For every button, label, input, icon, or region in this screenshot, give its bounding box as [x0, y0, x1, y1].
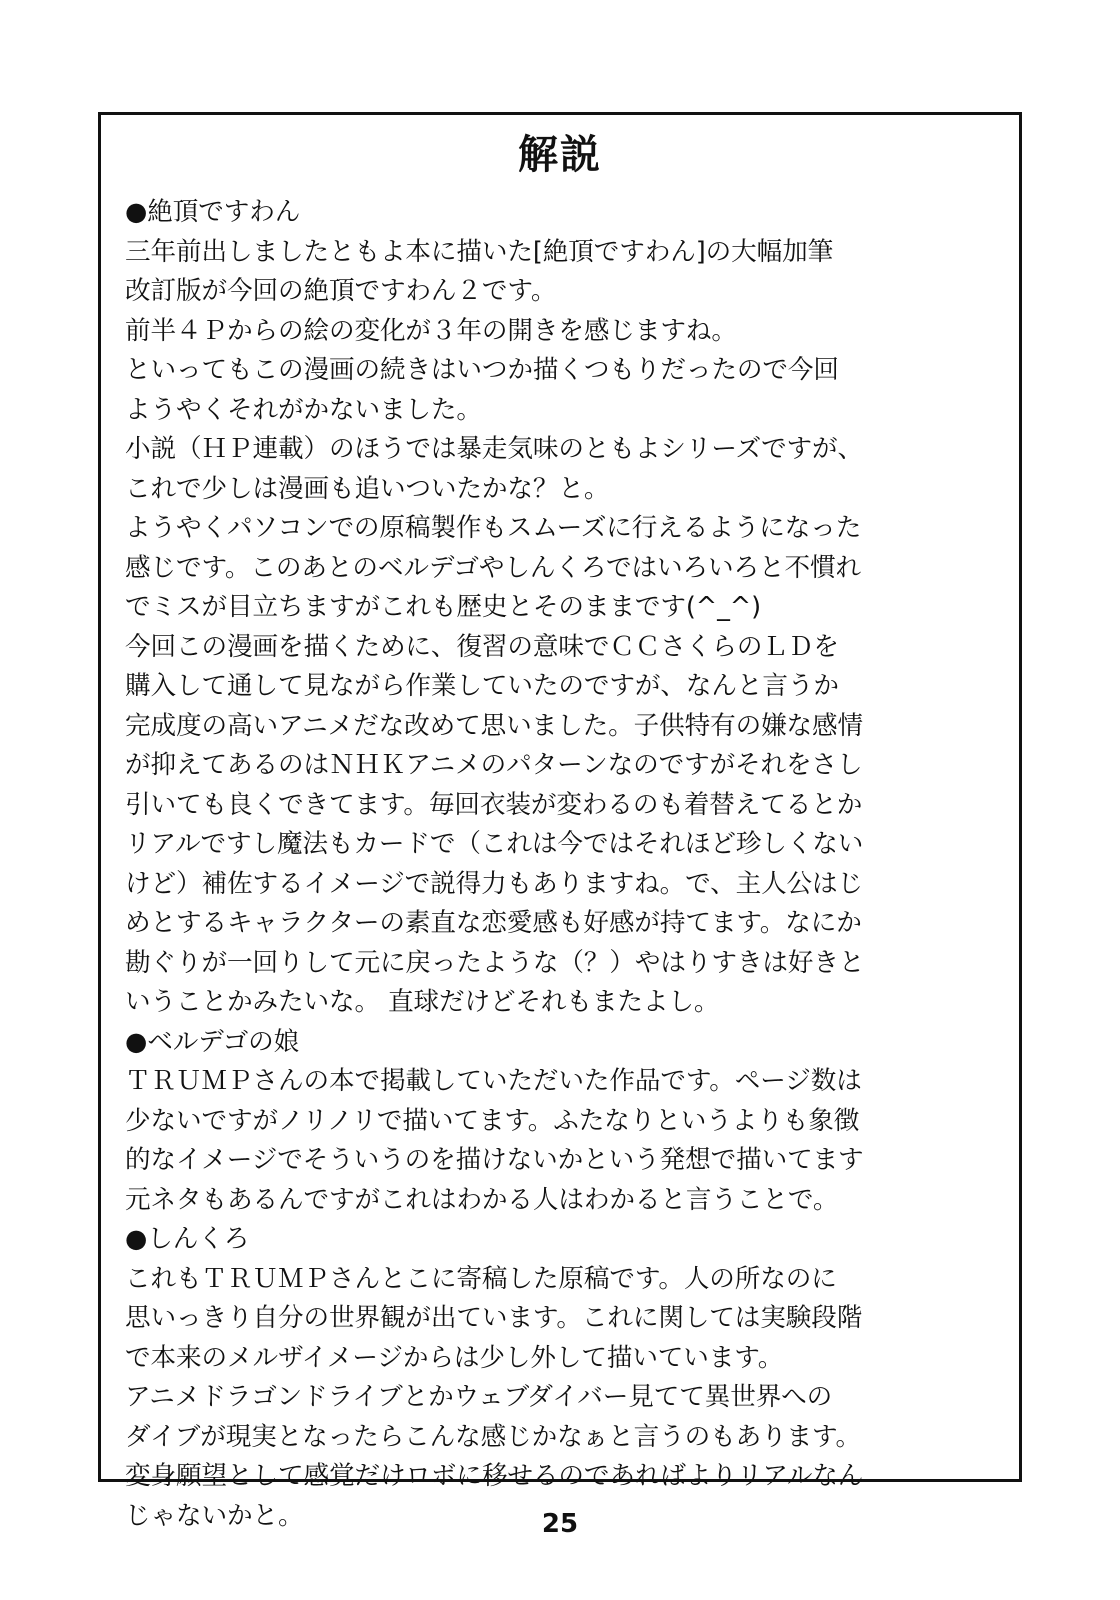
section-line: これもＴＲＵＭＰさんとこに寄稿した原稿です。人の所なのに [125, 1263, 837, 1294]
section-line: でミスが目立ちますがこれも歴史とそのままです(^_^) [125, 592, 762, 622]
section-line: いうことかみたいな。 直球だけどそれもまたよし。 [125, 987, 720, 1017]
page-title: 解説 [518, 132, 602, 178]
section-line: 完成度の高いアニメだな改めて思いました。子供特有の嫌な感情 [125, 710, 864, 741]
section-line: これで少しは漫画も追いついたかな？と。 [125, 473, 610, 504]
section-line: 思いっきり自分の世界観が出ています。これに関しては実験段階 [125, 1303, 863, 1333]
section-line: ＴＲＵＭＰさんの本で掲載していただいた作品です。ページ数は [125, 1066, 862, 1096]
section-heading-3: ●しんくろ [125, 1224, 250, 1254]
section-line: けど）補佐するイメージで説得力もありますね。で、主人公はじ [125, 868, 864, 899]
section-line: 小説（ＨＰ連載）のほうでは暴走気味のともよシリーズですが、 [125, 434, 864, 464]
section-heading-1: ●絶頂ですわん [125, 197, 301, 227]
section-line: 変身願望として感覚だけロボに移せるのであればよりリアルなん [125, 1461, 864, 1491]
section-heading-2: ●ベルデゴの娘 [125, 1026, 300, 1057]
page-number: 25 [541, 1509, 579, 1539]
section-line: ようやくパソコンでの原稿製作もスムーズに行えるようになった [125, 513, 862, 543]
section-line: 前半４Ｐからの絵の変化が３年の開きを感じますね。 [125, 315, 737, 346]
section-line: じゃないかと。 [125, 1500, 304, 1531]
section-line: で本来のメルザイメージからは少し外して描いています。 [125, 1342, 784, 1373]
section-line: 三年前出しましたともよ本に描いた[絶頂ですわん]の大幅加筆 [125, 236, 834, 267]
section-line: 感じです。このあとのベルデゴやしんくろではいろいろと不慣れ [125, 552, 861, 583]
section-line: アニメドラゴンドライブとかウェブダイバー見てて異世界への [125, 1382, 833, 1412]
section-line: 的なイメージでそういうのを描けないかという発想で描いてます [125, 1145, 864, 1175]
afterword-body [125, 193, 1001, 1536]
section-line: 改訂版が今回の絶頂ですわん２です。 [125, 276, 557, 306]
section-line: 購入して通して見ながら作業していたのですが、なんと言うか [125, 671, 839, 701]
section-line: 勘ぐりが一回りして元に戻ったような（？）やはりすきは好きと [125, 947, 865, 978]
section-line: ようやくそれがかないました。 [125, 394, 482, 425]
section-line: といってもこの漫画の続きはいつか描くつもりだったので今回 [125, 355, 839, 385]
section-line: リアルですし魔法もカードで（これは今ではそれほど珍しくない [125, 829, 864, 859]
section-line: 少ないですがノリノリで描いてます。ふたなりというよりも象徴 [125, 1105, 860, 1136]
section-line: 元ネタもあるんですがこれはわかる人はわかると言うことで。 [125, 1184, 839, 1215]
section-line: 引いても良くできてます。毎回衣装が変わるのも着替えてるとか [125, 789, 863, 820]
section-line: めとするキャラクターの素直な恋愛感も好感が持てます。なにか [125, 908, 862, 938]
section-line: が抑えてあるのはＮＨＫアニメのパターンなのですがそれをさし [125, 750, 863, 780]
section-line: ダイブが現実となったらこんな感じかなぁと言うのもあります。 [125, 1421, 861, 1452]
section-line: 今回この漫画を描くために、復習の意味でＣＣさくらのＬＤを [125, 631, 839, 662]
